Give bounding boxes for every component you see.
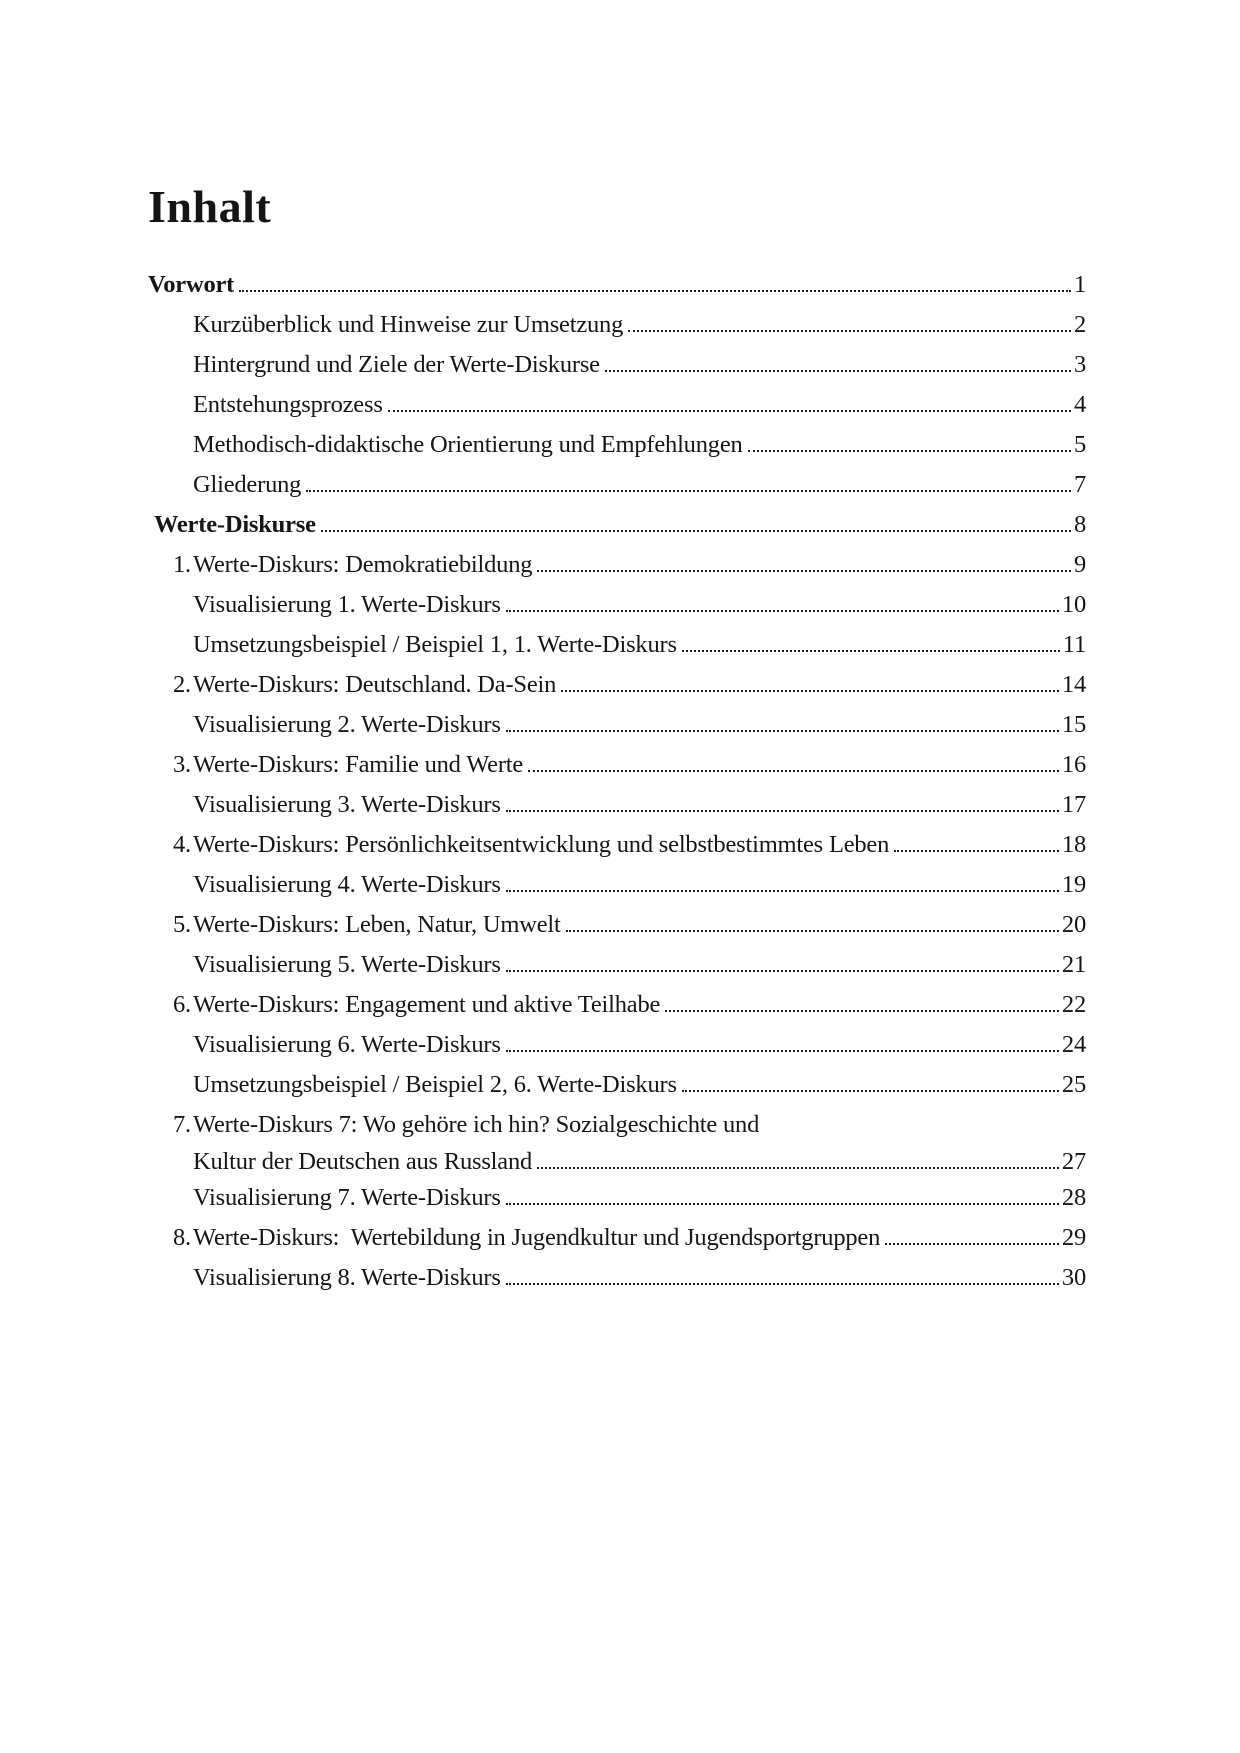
entry-title: Vorwort: [148, 271, 235, 298]
dot-leader: [506, 610, 1059, 612]
page-number: 11: [1062, 631, 1086, 658]
dot-leader: [566, 930, 1059, 932]
toc-row: [193, 785, 1086, 825]
entry-title: Visualisierung 7. Werte-Diskurs: [193, 1184, 501, 1211]
entry-title: Visualisierung 5. Werte-Diskurs: [193, 951, 501, 978]
entry-title: Kultur der Deutschen aus Russland: [193, 1148, 533, 1175]
toc-entry[interactable]: [148, 1065, 1086, 1105]
page-number: 3: [1073, 351, 1086, 378]
entry-title: Werte-Diskurs: Wertebildung in Jugendkultur und Jugendsportgruppen: [193, 1224, 881, 1251]
entry-title: Umsetzungsbeispiel / Beispiel 2, 6. Werte-Diskurs: [193, 1071, 677, 1098]
dot-leader: [306, 490, 1071, 492]
dot-leader: [605, 370, 1071, 372]
dot-leader: [628, 330, 1071, 332]
page-number: 10: [1061, 591, 1086, 618]
page-number: 17: [1061, 791, 1086, 818]
toc-row: [193, 865, 1086, 905]
dot-leader: [682, 1090, 1059, 1092]
toc-entry[interactable]: [148, 785, 1086, 825]
dot-leader: [506, 1050, 1059, 1052]
entry-title: Visualisierung 2. Werte-Diskurs: [193, 711, 501, 738]
toc-entry[interactable]: [148, 345, 1086, 385]
toc-entry[interactable]: [148, 1105, 1086, 1178]
dot-leader: [506, 730, 1059, 732]
page-number: 20: [1061, 911, 1086, 938]
page-number: 7: [1073, 471, 1086, 498]
entry-title: Werte-Diskurs: Demokratiebildung: [193, 551, 533, 578]
toc-entry[interactable]: [148, 865, 1086, 905]
toc-row: [173, 1218, 1086, 1258]
dot-leader: [506, 1203, 1059, 1205]
page-number: 28: [1061, 1184, 1086, 1211]
dot-leader: [665, 1010, 1059, 1012]
toc-entry[interactable]: [148, 585, 1086, 625]
toc-entry[interactable]: [148, 1218, 1086, 1258]
entry-number: 4.: [173, 831, 191, 858]
page-number: 14: [1061, 671, 1086, 698]
toc-row: [173, 1145, 1086, 1178]
toc-row: [173, 905, 1086, 945]
toc-row: [193, 465, 1086, 505]
page-title: Inhalt: [148, 181, 272, 232]
toc-row: [173, 665, 1086, 705]
page-number: 30: [1061, 1264, 1086, 1291]
entry-title: Werte-Diskurs: Deutschland. Da-Sein: [193, 671, 557, 698]
entry-title: Umsetzungsbeispiel / Beispiel 1, 1. Werte-Diskurs: [193, 631, 677, 658]
dot-leader: [239, 290, 1071, 292]
page-number: 9: [1073, 551, 1086, 578]
entry-number: 3.: [173, 751, 191, 778]
entry-number: 8.: [173, 1224, 191, 1251]
entry-number: 5.: [173, 911, 191, 938]
toc-row: [193, 945, 1086, 985]
toc-entry[interactable]: [148, 505, 1086, 545]
entry-title: Visualisierung 3. Werte-Diskurs: [193, 791, 501, 818]
dot-leader: [561, 690, 1059, 692]
toc-entry[interactable]: [148, 745, 1086, 785]
toc-entry[interactable]: [148, 1178, 1086, 1218]
toc-entry[interactable]: [148, 545, 1086, 585]
toc-entry[interactable]: [148, 945, 1086, 985]
toc-row: [193, 1025, 1086, 1065]
toc-row: [193, 305, 1086, 345]
page-number: 4: [1073, 391, 1086, 418]
toc-row: [193, 1258, 1086, 1298]
toc-entry[interactable]: [148, 665, 1086, 705]
page-number: 8: [1073, 511, 1086, 538]
toc-row: [193, 425, 1086, 465]
dot-leader: [321, 530, 1071, 532]
entry-number: 1.: [173, 551, 191, 578]
toc-row: [173, 985, 1086, 1025]
dot-leader: [682, 650, 1060, 652]
dot-leader: [885, 1243, 1059, 1245]
toc-row: [193, 385, 1086, 425]
toc-list: [148, 265, 1086, 1298]
page-number: 27: [1061, 1148, 1086, 1175]
entry-title: Visualisierung 4. Werte-Diskurs: [193, 871, 501, 898]
entry-number: 6.: [173, 991, 191, 1018]
entry-title: Werte-Diskurs: Engagement und aktive Teilhabe: [193, 991, 661, 1018]
entry-title: Gliederung: [193, 471, 302, 498]
toc-entry[interactable]: [148, 465, 1086, 505]
toc-entry[interactable]: [148, 905, 1086, 945]
entry-number: 7.: [173, 1111, 191, 1138]
entry-title: Entstehungsprozess: [193, 391, 383, 418]
toc-entry[interactable]: [148, 265, 1086, 305]
page-number: 19: [1061, 871, 1086, 898]
dot-leader: [506, 1283, 1059, 1285]
toc-entry[interactable]: [148, 385, 1086, 425]
toc-row: [193, 1065, 1086, 1105]
page-number: 15: [1061, 711, 1086, 738]
entry-number: 2.: [173, 671, 191, 698]
toc-row: [173, 825, 1086, 865]
entry-title: Methodisch-didaktische Orientierung und Empfehlungen: [193, 431, 743, 458]
toc-entry[interactable]: [148, 305, 1086, 345]
toc-entry[interactable]: [148, 625, 1086, 665]
entry-title: Visualisierung 6. Werte-Diskurs: [193, 1031, 501, 1058]
page-number: 21: [1061, 951, 1086, 978]
dot-leader: [894, 850, 1059, 852]
toc-entry[interactable]: [148, 1025, 1086, 1065]
page-number: 22: [1061, 991, 1086, 1018]
dot-leader: [388, 410, 1071, 412]
toc-entry[interactable]: [148, 425, 1086, 465]
toc-row: [193, 585, 1086, 625]
entry-title: Werte-Diskurs: Leben, Natur, Umwelt: [193, 911, 561, 938]
toc-entry[interactable]: [148, 705, 1086, 745]
dot-leader: [537, 570, 1071, 572]
toc-row: [173, 1105, 1086, 1145]
page-number: 1: [1073, 271, 1086, 298]
toc-row: [193, 1178, 1086, 1218]
toc-entry[interactable]: [148, 985, 1086, 1025]
page-number: 29: [1061, 1224, 1086, 1251]
dot-leader: [506, 810, 1059, 812]
page-number: 2: [1073, 311, 1086, 338]
entry-title: Werte-Diskurs 7: Wo gehöre ich hin? Sozialgeschichte und: [193, 1111, 760, 1138]
entry-title: Werte-Diskurse: [148, 511, 316, 538]
toc-row: [148, 265, 1086, 305]
toc-row: [148, 505, 1086, 545]
page-number: 5: [1073, 431, 1086, 458]
dot-leader: [506, 890, 1059, 892]
toc-row: [193, 705, 1086, 745]
page-number: 25: [1061, 1071, 1086, 1098]
dot-leader: [506, 970, 1059, 972]
entry-title: Werte-Diskurs: Familie und Werte: [193, 751, 524, 778]
toc-row: [193, 345, 1086, 385]
toc-entry[interactable]: [148, 1258, 1086, 1298]
toc-row: [173, 545, 1086, 585]
entry-title: Hintergrund und Ziele der Werte-Diskurse: [193, 351, 600, 378]
page-number: 24: [1061, 1031, 1086, 1058]
entry-title: Visualisierung 8. Werte-Diskurs: [193, 1264, 501, 1291]
toc-row: [173, 745, 1086, 785]
toc-content: [148, 181, 1086, 1298]
page-number: 18: [1061, 831, 1086, 858]
entry-title: Visualisierung 1. Werte-Diskurs: [193, 591, 501, 618]
toc-entry[interactable]: [148, 825, 1086, 865]
page-number: 16: [1061, 751, 1086, 778]
entry-title: Werte-Diskurs: Persönlichkeitsentwicklung und selbstbestimmtes Leben: [193, 831, 890, 858]
dot-leader: [528, 770, 1059, 772]
dot-leader: [537, 1167, 1059, 1169]
dot-leader: [748, 450, 1071, 452]
entry-title: Kurzüberblick und Hinweise zur Umsetzung: [193, 311, 624, 338]
toc-row: [193, 625, 1086, 665]
